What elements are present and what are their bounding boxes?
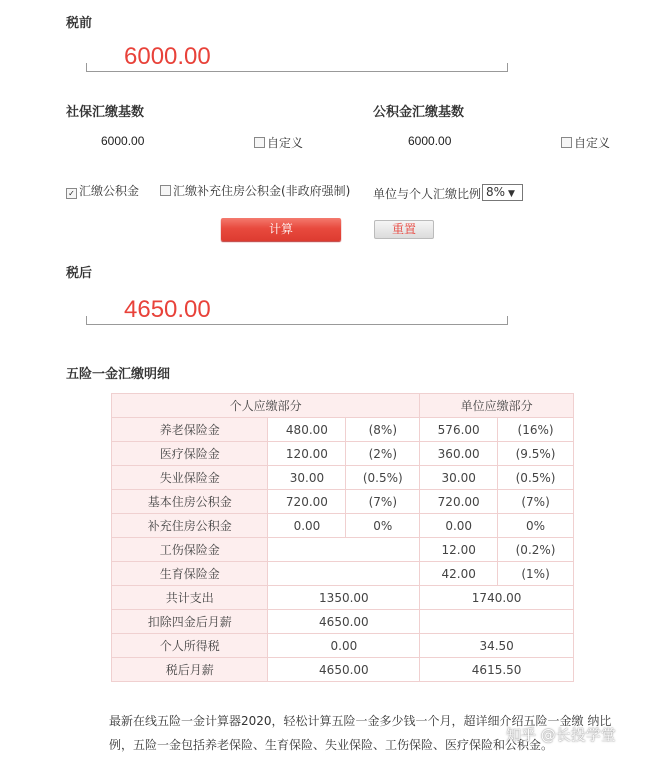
company-rate: (0.2%)	[498, 538, 574, 562]
fund-checkbox[interactable]	[66, 182, 139, 199]
company-rate: (1%)	[498, 562, 574, 586]
table-header-row	[112, 394, 574, 418]
after-four-company	[420, 610, 574, 634]
company-rate: (9.5%)	[498, 442, 574, 466]
income-tax-personal: 0.00	[268, 634, 420, 658]
pretax-value[interactable]: 6000.00	[124, 43, 211, 70]
table-row	[112, 514, 574, 538]
dropdown-arrow-icon: ▼	[508, 189, 515, 199]
income-tax-company: 34.50	[420, 634, 574, 658]
checkbox-icon[interactable]	[561, 137, 572, 148]
total-personal: 1350.00	[268, 586, 420, 610]
personal-empty	[268, 562, 420, 586]
row-name: 税后月薪	[112, 658, 268, 682]
table-row	[112, 490, 574, 514]
company-rate: 0%	[498, 514, 574, 538]
row-name: 共计支出	[112, 586, 268, 610]
row-name: 养老保险金	[112, 418, 268, 442]
company-amount: 42.00	[420, 562, 498, 586]
footer-line-2: 例，五险一金包括养老保险、生育保险、失业保险、工伤保险、医疗保险和公积金。	[109, 738, 554, 752]
company-amount: 30.00	[420, 466, 498, 490]
pretax-input-underline	[86, 63, 508, 72]
row-name: 医疗保险金	[112, 442, 268, 466]
total-row	[112, 586, 574, 610]
personal-rate: (7%)	[346, 490, 420, 514]
personal-amount: 120.00	[268, 442, 346, 466]
table-row	[112, 562, 574, 586]
aftertax-value: 4650.00	[124, 296, 211, 323]
personal-rate: (0.5%)	[346, 466, 420, 490]
header-personal: 个人应缴部分	[112, 394, 420, 418]
checkmark-icon[interactable]: ✓	[66, 188, 77, 199]
personal-rate: 0%	[346, 514, 420, 538]
fund-custom-label: 自定义	[574, 136, 611, 150]
social-custom-checkbox[interactable]	[254, 134, 303, 151]
company-rate: (16%)	[498, 418, 574, 442]
company-amount: 0.00	[420, 514, 498, 538]
watermark: 知乎 @长投学堂	[506, 726, 616, 744]
calculate-button[interactable]: 计算	[221, 218, 341, 241]
pretax-label: 税前	[66, 16, 93, 31]
row-name: 生育保险金	[112, 562, 268, 586]
reset-button[interactable]: 重置	[374, 220, 434, 239]
supp-fund-checkbox[interactable]	[160, 182, 350, 199]
personal-rate: (8%)	[346, 418, 420, 442]
company-amount: 576.00	[420, 418, 498, 442]
income-tax-row	[112, 634, 574, 658]
net-personal: 4650.00	[268, 658, 420, 682]
fund-base-input[interactable]: 6000.00	[408, 134, 452, 148]
total-company: 1740.00	[420, 586, 574, 610]
ratio-select-value: 8%	[486, 185, 506, 199]
social-base-label: 社保汇缴基数	[66, 105, 145, 120]
row-name: 补充住房公积金	[112, 514, 268, 538]
personal-amount: 480.00	[268, 418, 346, 442]
company-rate: (7%)	[498, 490, 574, 514]
row-name: 工伤保险金	[112, 538, 268, 562]
footer-line-1: 最新在线五险一金计算器2020，轻松计算五险一金多少钱一个月，超详细介绍五险一金缴 纳比	[109, 714, 612, 728]
fund-checkbox-label: 汇缴公积金	[79, 184, 140, 198]
net-row	[112, 658, 574, 682]
aftertax-underline	[86, 316, 508, 325]
fund-custom-checkbox[interactable]	[561, 134, 610, 151]
aftertax-label: 税后	[66, 266, 93, 281]
detail-title: 五险一金汇缴明细	[66, 367, 171, 382]
table-row	[112, 442, 574, 466]
row-name: 失业保险金	[112, 466, 268, 490]
ratio-label: 单位与个人汇缴比例	[373, 187, 482, 201]
personal-empty	[268, 538, 420, 562]
company-amount: 720.00	[420, 490, 498, 514]
personal-amount: 720.00	[268, 490, 346, 514]
after-four-row	[112, 610, 574, 634]
personal-rate: (2%)	[346, 442, 420, 466]
ratio-select[interactable]	[482, 184, 523, 201]
company-rate: (0.5%)	[498, 466, 574, 490]
company-amount: 12.00	[420, 538, 498, 562]
table-row	[112, 538, 574, 562]
after-four-personal: 4650.00	[268, 610, 420, 634]
personal-amount: 0.00	[268, 514, 346, 538]
row-name: 扣除四金后月薪	[112, 610, 268, 634]
table-row	[112, 418, 574, 442]
table-row	[112, 466, 574, 490]
net-company: 4615.50	[420, 658, 574, 682]
header-company: 单位应缴部分	[420, 394, 574, 418]
checkbox-icon[interactable]	[254, 137, 265, 148]
social-base-input[interactable]: 6000.00	[101, 134, 145, 148]
row-name: 基本住房公积金	[112, 490, 268, 514]
company-amount: 360.00	[420, 442, 498, 466]
social-custom-label: 自定义	[267, 136, 304, 150]
personal-amount: 30.00	[268, 466, 346, 490]
row-name: 个人所得税	[112, 634, 268, 658]
checkbox-icon[interactable]	[160, 185, 171, 196]
fund-base-label: 公积金汇缴基数	[373, 105, 465, 120]
detail-table	[111, 393, 574, 682]
supp-fund-checkbox-label: 汇缴补充住房公积金(非政府强制)	[173, 184, 351, 198]
